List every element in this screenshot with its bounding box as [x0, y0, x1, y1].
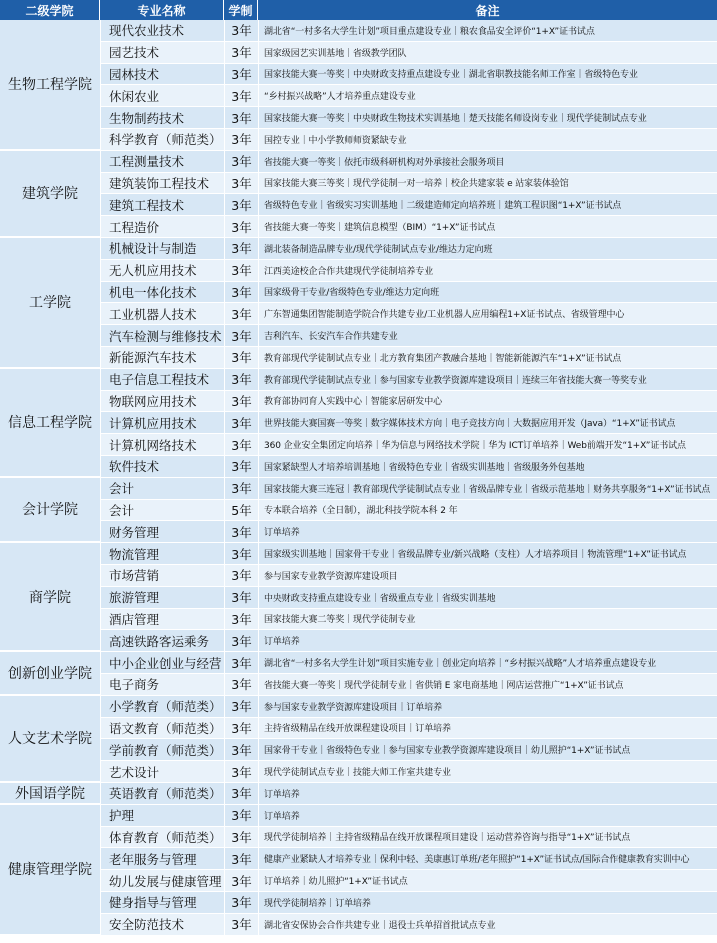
major-name: 汽车检测与维修技术 [100, 325, 224, 347]
program-length: 3年 [224, 151, 258, 173]
program-note: 省技能大赛一等奖｜现代学徒制专业｜省供销 E 家电商基地｜网店运营推广“1+X”证书试点 [258, 674, 717, 696]
program-note: 参与国家专业教学资源库建设项目 [258, 565, 717, 587]
program-note: 订单培养 [258, 783, 717, 805]
program-note: 现代学徒制试点专业｜技能大师工作室共建专业 [258, 761, 717, 783]
program-length: 3年 [224, 565, 258, 587]
major-name: 安全防范技术 [100, 914, 224, 936]
program-note: 订单培养｜幼儿照护“1+X”证书试点 [258, 870, 717, 892]
major-name: 小学教育（师范类） [100, 696, 224, 718]
program-length: 5年 [224, 500, 258, 522]
program-length: 3年 [224, 718, 258, 740]
program-length: 3年 [224, 434, 258, 456]
program-note: 订单培养 [258, 805, 717, 827]
major-name: 艺术设计 [100, 761, 224, 783]
program-note: 健康产业紧缺人才培养专业｜保利中轻、美康惠订单班/老年照护“1+X”证书试点/国际合作健康教育实训中心 [258, 848, 717, 870]
major-name: 园艺技术 [100, 42, 224, 64]
program-note: 国家级骨干专业/省级特色专业/维达力定向班 [258, 282, 717, 304]
major-name: 中小企业创业与经营 [100, 652, 224, 674]
program-note: 国家骨干专业｜省级特色专业｜参与国家专业教学资源库建设项目｜幼儿照护“1+X”证书试点 [258, 739, 717, 761]
major-name: 新能源汽车技术 [100, 347, 224, 369]
major-name: 计算机网络技术 [100, 434, 224, 456]
program-length: 3年 [224, 674, 258, 696]
program-length: 3年 [224, 325, 258, 347]
program-length: 3年 [224, 630, 258, 652]
college-name: 健康管理学院 [0, 805, 100, 936]
program-length: 3年 [224, 478, 258, 500]
program-length: 3年 [224, 42, 258, 64]
major-name: 生物制药技术 [100, 107, 224, 129]
program-length: 3年 [224, 194, 258, 216]
program-note: 教育部现代学徒制试点专业｜北方教育集团产教融合基地｜智能新能源汽车“1+X”证书试点 [258, 347, 717, 369]
program-note: 360 企业安全集团定向培养｜华为信息与网络技术学院｜华为 ICT订单培养｜Web前端开发“1+X”证书试点 [258, 434, 717, 456]
major-name: 机电一体化技术 [100, 282, 224, 304]
major-name: 英语教育（师范类） [100, 783, 224, 805]
program-length: 3年 [224, 652, 258, 674]
program-note: 中央财政支持重点建设专业｜省级重点专业｜省级实训基地 [258, 587, 717, 609]
program-length: 3年 [224, 848, 258, 870]
program-length: 3年 [224, 543, 258, 565]
major-name: 物流管理 [100, 543, 224, 565]
major-name: 工业机器人技术 [100, 303, 224, 325]
major-name: 电子信息工程技术 [100, 369, 224, 391]
program-length: 3年 [224, 456, 258, 478]
program-length: 3年 [224, 739, 258, 761]
major-name: 无人机应用技术 [100, 260, 224, 282]
major-name: 休闲农业 [100, 85, 224, 107]
program-note: 国控专业｜中小学教师师资紧缺专业 [258, 129, 717, 151]
program-note: 湖北省“一村多名大学生计划”项目重点建设专业｜粮农食品安全评价“1+X”证书试点 [258, 20, 717, 42]
program-note: “乡村振兴战略”人才培养重点建设专业 [258, 85, 717, 107]
program-note: 国家技能大赛一等奖｜中央财政生物技术实训基地｜楚天技能名师设岗专业｜现代学徒制试点专业 [258, 107, 717, 129]
program-length: 3年 [224, 303, 258, 325]
major-name: 市场营销 [100, 565, 224, 587]
program-note: 订单培养 [258, 630, 717, 652]
header-years: 学制 [224, 0, 258, 20]
major-name: 机械设计与制造 [100, 238, 224, 260]
major-name: 建筑工程技术 [100, 194, 224, 216]
program-note: 国家技能大赛三等奖｜现代学徒制一对一培养｜校企共建家装 e 站家装体验馆 [258, 173, 717, 195]
college-name: 工学院 [0, 238, 100, 369]
program-note: 国家技能大赛三连冠｜教育部现代学徒制试点专业｜省级品牌专业｜省级示范基地｜财务共享服务“1+X”证书试点 [258, 478, 717, 500]
major-name: 工程造价 [100, 216, 224, 238]
major-name: 学前教育（师范类） [100, 739, 224, 761]
college-name: 商学院 [0, 543, 100, 652]
program-note: 国家技能大赛一等奖｜中央财政支持重点建设专业｜湖北省职教技能名师工作室｜省级特色专业 [258, 64, 717, 86]
major-name: 计算机应用技术 [100, 412, 224, 434]
program-note: 湖北省“一村多名大学生计划”项目实施专业｜创业定向培养｜“乡村振兴战略”人才培养重点建设专业 [258, 652, 717, 674]
program-note: 参与国家专业教学资源库建设项目｜订单培养 [258, 696, 717, 718]
program-length: 3年 [224, 85, 258, 107]
program-note: 省技能大赛一等奖｜建筑信息模型（BIM）“1+X”证书试点 [258, 216, 717, 238]
program-length: 3年 [224, 64, 258, 86]
major-name: 体育教育（师范类） [100, 827, 224, 849]
college-name: 人文艺术学院 [0, 696, 100, 783]
program-length: 3年 [224, 391, 258, 413]
program-length: 3年 [224, 609, 258, 631]
major-name: 现代农业技术 [100, 20, 224, 42]
program-note: 国家级实训基地｜国家骨干专业｜省级品牌专业/新兴战略（支柱）人才培养项目｜物流管理“1+X”证书试点 [258, 543, 717, 565]
major-name: 物联网应用技术 [100, 391, 224, 413]
program-length: 3年 [224, 696, 258, 718]
major-name: 酒店管理 [100, 609, 224, 631]
program-length: 3年 [224, 260, 258, 282]
college-name: 会计学院 [0, 478, 100, 543]
header-college: 二级学院 [0, 0, 100, 20]
program-length: 3年 [224, 783, 258, 805]
program-note: 广东智通集团智能制造学院合作共建专业/工业机器人应用编程1+X证书试点、省级管理中心 [258, 303, 717, 325]
program-length: 3年 [224, 914, 258, 936]
program-length: 3年 [224, 129, 258, 151]
program-length: 3年 [224, 107, 258, 129]
major-name: 园林技术 [100, 64, 224, 86]
major-name: 电子商务 [100, 674, 224, 696]
major-name: 老年服务与管理 [100, 848, 224, 870]
header-major: 专业名称 [100, 0, 224, 20]
program-note: 国家技能大赛二等奖｜现代学徒制专业 [258, 609, 717, 631]
program-note: 湖北装备制造品牌专业/现代学徒制试点专业/维达力定向班 [258, 238, 717, 260]
program-note: 国家级园艺实训基地｜省级教学团队 [258, 42, 717, 64]
program-note: 教育部现代学徒制试点专业｜参与国家专业教学资源库建设项目｜连续三年省技能大赛一等奖专业 [258, 369, 717, 391]
major-name: 旅游管理 [100, 587, 224, 609]
program-length: 3年 [224, 347, 258, 369]
college-name: 建筑学院 [0, 151, 100, 238]
program-note: 世界技能大赛国赛一等奖｜数字媒体技术方向｜电子竞技方向｜大数据应用开发（Java）“1+X”证书试点 [258, 412, 717, 434]
program-length: 3年 [224, 521, 258, 543]
header-note: 备注 [258, 0, 717, 20]
program-note: 现代学徒制培养｜主持省级精品在线开放课程项目建设｜运动营养咨询与指导“1+X”证书试点 [258, 827, 717, 849]
major-name: 工程测量技术 [100, 151, 224, 173]
program-note: 专本联合培养（全日制），湖北科技学院本科 2 年 [258, 500, 717, 522]
major-name: 语文教育（师范类） [100, 718, 224, 740]
college-name: 创新创业学院 [0, 652, 100, 696]
college-name: 信息工程学院 [0, 369, 100, 478]
program-length: 3年 [224, 20, 258, 42]
program-note: 现代学徒制培养｜订单培养 [258, 892, 717, 914]
program-length: 3年 [224, 282, 258, 304]
program-length: 3年 [224, 892, 258, 914]
program-note: 省技能大赛一等奖｜依托市级科研机构对外承接社会服务项目 [258, 151, 717, 173]
program-note: 订单培养 [258, 521, 717, 543]
college-name: 外国语学院 [0, 783, 100, 805]
program-length: 3年 [224, 412, 258, 434]
program-length: 3年 [224, 761, 258, 783]
major-name: 会计 [100, 478, 224, 500]
program-length: 3年 [224, 369, 258, 391]
program-note: 国家紧缺型人才培养培训基地｜省级特色专业｜省级实训基地｜省级服务外包基地 [258, 456, 717, 478]
major-name: 幼儿发展与健康管理 [100, 870, 224, 892]
major-name: 财务管理 [100, 521, 224, 543]
program-length: 3年 [224, 587, 258, 609]
program-note: 教育部协同育人实践中心｜智能家居研发中心 [258, 391, 717, 413]
program-length: 3年 [224, 870, 258, 892]
major-name: 护理 [100, 805, 224, 827]
program-length: 3年 [224, 805, 258, 827]
program-length: 3年 [224, 827, 258, 849]
program-note: 省级特色专业｜省级实习实训基地｜二级建造师定向培养班｜建筑工程识图“1+X”证书试点 [258, 194, 717, 216]
major-name: 高速铁路客运乘务 [100, 630, 224, 652]
program-note: 江西美途校企合作共建现代学徒制培养专业 [258, 260, 717, 282]
major-name: 科学教育（师范类） [100, 129, 224, 151]
program-note: 主持省级精品在线开放课程建设项目｜订单培养 [258, 718, 717, 740]
major-name: 健身指导与管理 [100, 892, 224, 914]
program-note: 吉利汽车、长安汽车合作共建专业 [258, 325, 717, 347]
major-name: 建筑装饰工程技术 [100, 173, 224, 195]
program-length: 3年 [224, 238, 258, 260]
major-name: 软件技术 [100, 456, 224, 478]
major-name: 会计 [100, 500, 224, 522]
college-name: 生物工程学院 [0, 20, 100, 151]
program-length: 3年 [224, 216, 258, 238]
program-length: 3年 [224, 173, 258, 195]
program-note: 湖北省安保协会合作共建专业｜退役士兵单招首批试点专业 [258, 914, 717, 936]
